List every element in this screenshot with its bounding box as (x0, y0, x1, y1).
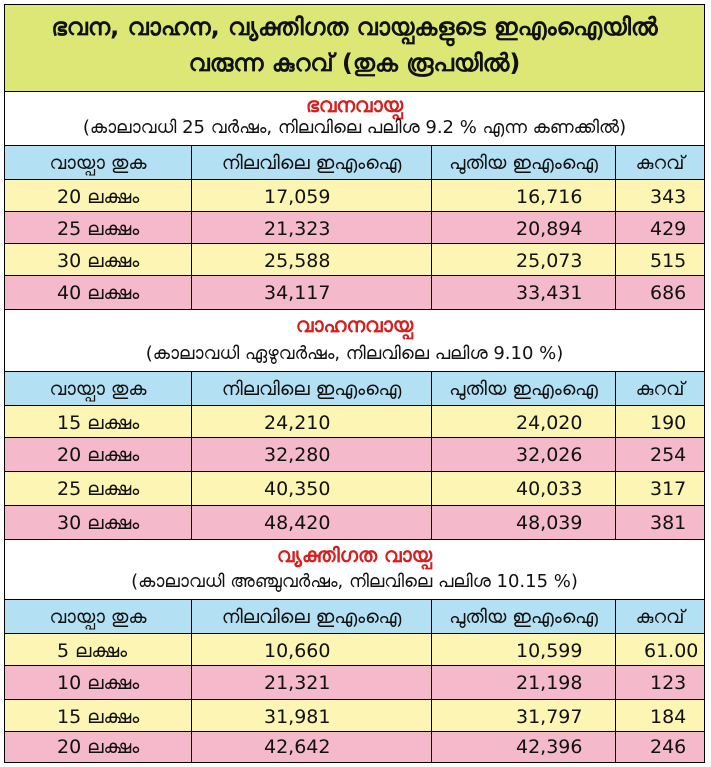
cell-reduction: 254 (615, 438, 704, 471)
cell-amount: 15 ലക്ഷം (57, 705, 140, 728)
table-row (5, 731, 704, 762)
header-new-emi: പുതിയ ഇഎംഐ (431, 600, 615, 633)
cell-new-emi: 16,716 (431, 180, 615, 213)
emi-table-card (4, 4, 705, 763)
cell-new-emi: 31,797 (431, 700, 615, 733)
cell-current-emi: 10,660 (191, 634, 431, 667)
header-current-emi: നിലവിലെ ഇഎംഐ (191, 372, 431, 405)
title-line-1: ഭവന, വാഹന, വ്യക്തിഗത വായ്പകളുടെ ഇഎംഐയിൽ (51, 13, 658, 41)
cell-amount: 10 ലക്ഷം (57, 671, 140, 694)
cell-new-emi: 24,020 (431, 406, 615, 439)
table-row (5, 179, 704, 213)
header-reduction: കുറവ് (615, 372, 704, 405)
cell-current-emi: 40,350 (191, 472, 431, 505)
cell-current-emi: 48,420 (191, 506, 431, 539)
cell-amount: 20 ലക്ഷം (57, 443, 140, 466)
table-row (5, 211, 704, 245)
cell-reduction: 246 (615, 732, 704, 762)
cell-current-emi: 21,323 (191, 212, 431, 245)
header-current-emi: നിലവിലെ ഇഎംഐ (191, 146, 431, 179)
header-amount: വായ്പാ തുക (49, 151, 147, 174)
cell-new-emi: 42,396 (431, 732, 615, 762)
header-reduction: കുറവ് (615, 600, 704, 633)
cell-new-emi: 25,073 (431, 244, 615, 277)
cell-amount: 25 ലക്ഷം (57, 217, 140, 240)
cell-new-emi: 40,033 (431, 472, 615, 505)
table-row (5, 665, 704, 699)
cell-reduction: 184 (615, 700, 704, 733)
cell-current-emi: 42,642 (191, 732, 431, 762)
table-row (5, 275, 704, 309)
header-amount: വായ്പാ തുക (49, 605, 147, 628)
header-current-emi: നിലവിലെ ഇഎംഐ (191, 600, 431, 633)
cell-amount: 15 ലക്ഷം (57, 411, 140, 434)
cell-current-emi: 25,588 (191, 244, 431, 277)
cell-amount: 40 ലക്ഷം (57, 281, 140, 304)
section-subtitle-housing: (കാലാവധി 25 വർഷം, നിലവിലെ പലിശ 9.2 % എന്ന കണക്കിൽ) (82, 117, 627, 138)
cell-reduction: 686 (615, 276, 704, 309)
section-title-housing: ഭവനവായ്പ (305, 93, 404, 117)
cell-current-emi: 34,117 (191, 276, 431, 309)
table-header-row (5, 599, 704, 633)
cell-new-emi: 21,198 (431, 666, 615, 699)
section-divider (5, 309, 704, 310)
cell-new-emi: 32,026 (431, 438, 615, 471)
header-amount: വായ്പാ തുക (49, 377, 147, 400)
cell-new-emi: 48,039 (431, 506, 615, 539)
header-reduction: കുറവ് (615, 146, 704, 179)
section-subtitle-personal: (കാലാവധി അഞ്ചുവർഷം, നിലവിലെ പലിശ 10.15 %) (131, 571, 578, 592)
cell-reduction: 190 (615, 406, 704, 439)
table-row (5, 437, 704, 471)
section-title-personal: വ്യക്തിഗത വായ്പ (276, 543, 433, 567)
cell-reduction: 61.00 (615, 634, 704, 667)
cell-reduction: 317 (615, 472, 704, 505)
cell-new-emi: 20,894 (431, 212, 615, 245)
cell-new-emi: 10,599 (431, 634, 615, 667)
title-banner (5, 5, 704, 92)
cell-reduction: 429 (615, 212, 704, 245)
cell-reduction: 123 (615, 666, 704, 699)
title-line-2: വരുന്ന കുറവ് (തുക രൂപയിൽ) (188, 49, 521, 77)
table-row (5, 405, 704, 439)
table-row (5, 699, 704, 733)
cell-current-emi: 24,210 (191, 406, 431, 439)
cell-reduction: 343 (615, 180, 704, 213)
cell-current-emi: 17,059 (191, 180, 431, 213)
section-title-vehicle: വാഹനവായ്പ (295, 313, 414, 337)
table-row (5, 633, 704, 667)
cell-reduction: 515 (615, 244, 704, 277)
header-new-emi: പുതിയ ഇഎംഐ (431, 146, 615, 179)
header-new-emi: പുതിയ ഇഎംഐ (431, 372, 615, 405)
cell-amount: 5 ലക്ഷം (57, 639, 128, 662)
cell-current-emi: 31,981 (191, 700, 431, 733)
cell-amount: 30 ലക്ഷം (57, 511, 140, 534)
table-row (5, 243, 704, 277)
table-header-row (5, 371, 704, 405)
cell-amount: 25 ലക്ഷം (57, 477, 140, 500)
cell-reduction: 381 (615, 506, 704, 539)
cell-amount: 20 ലക്ഷം (57, 185, 140, 208)
section-subtitle-vehicle: (കാലാവധി ഏഴുവർഷം, നിലവിലെ പലിശ 9.10 %) (145, 343, 564, 364)
table-row (5, 471, 704, 505)
cell-amount: 30 ലക്ഷം (57, 249, 140, 272)
section-divider (5, 539, 704, 540)
cell-amount: 20 ലക്ഷം (57, 736, 140, 758)
table-header-row (5, 145, 704, 179)
table-row (5, 505, 704, 539)
cell-current-emi: 21,321 (191, 666, 431, 699)
cell-new-emi: 33,431 (431, 276, 615, 309)
cell-current-emi: 32,280 (191, 438, 431, 471)
